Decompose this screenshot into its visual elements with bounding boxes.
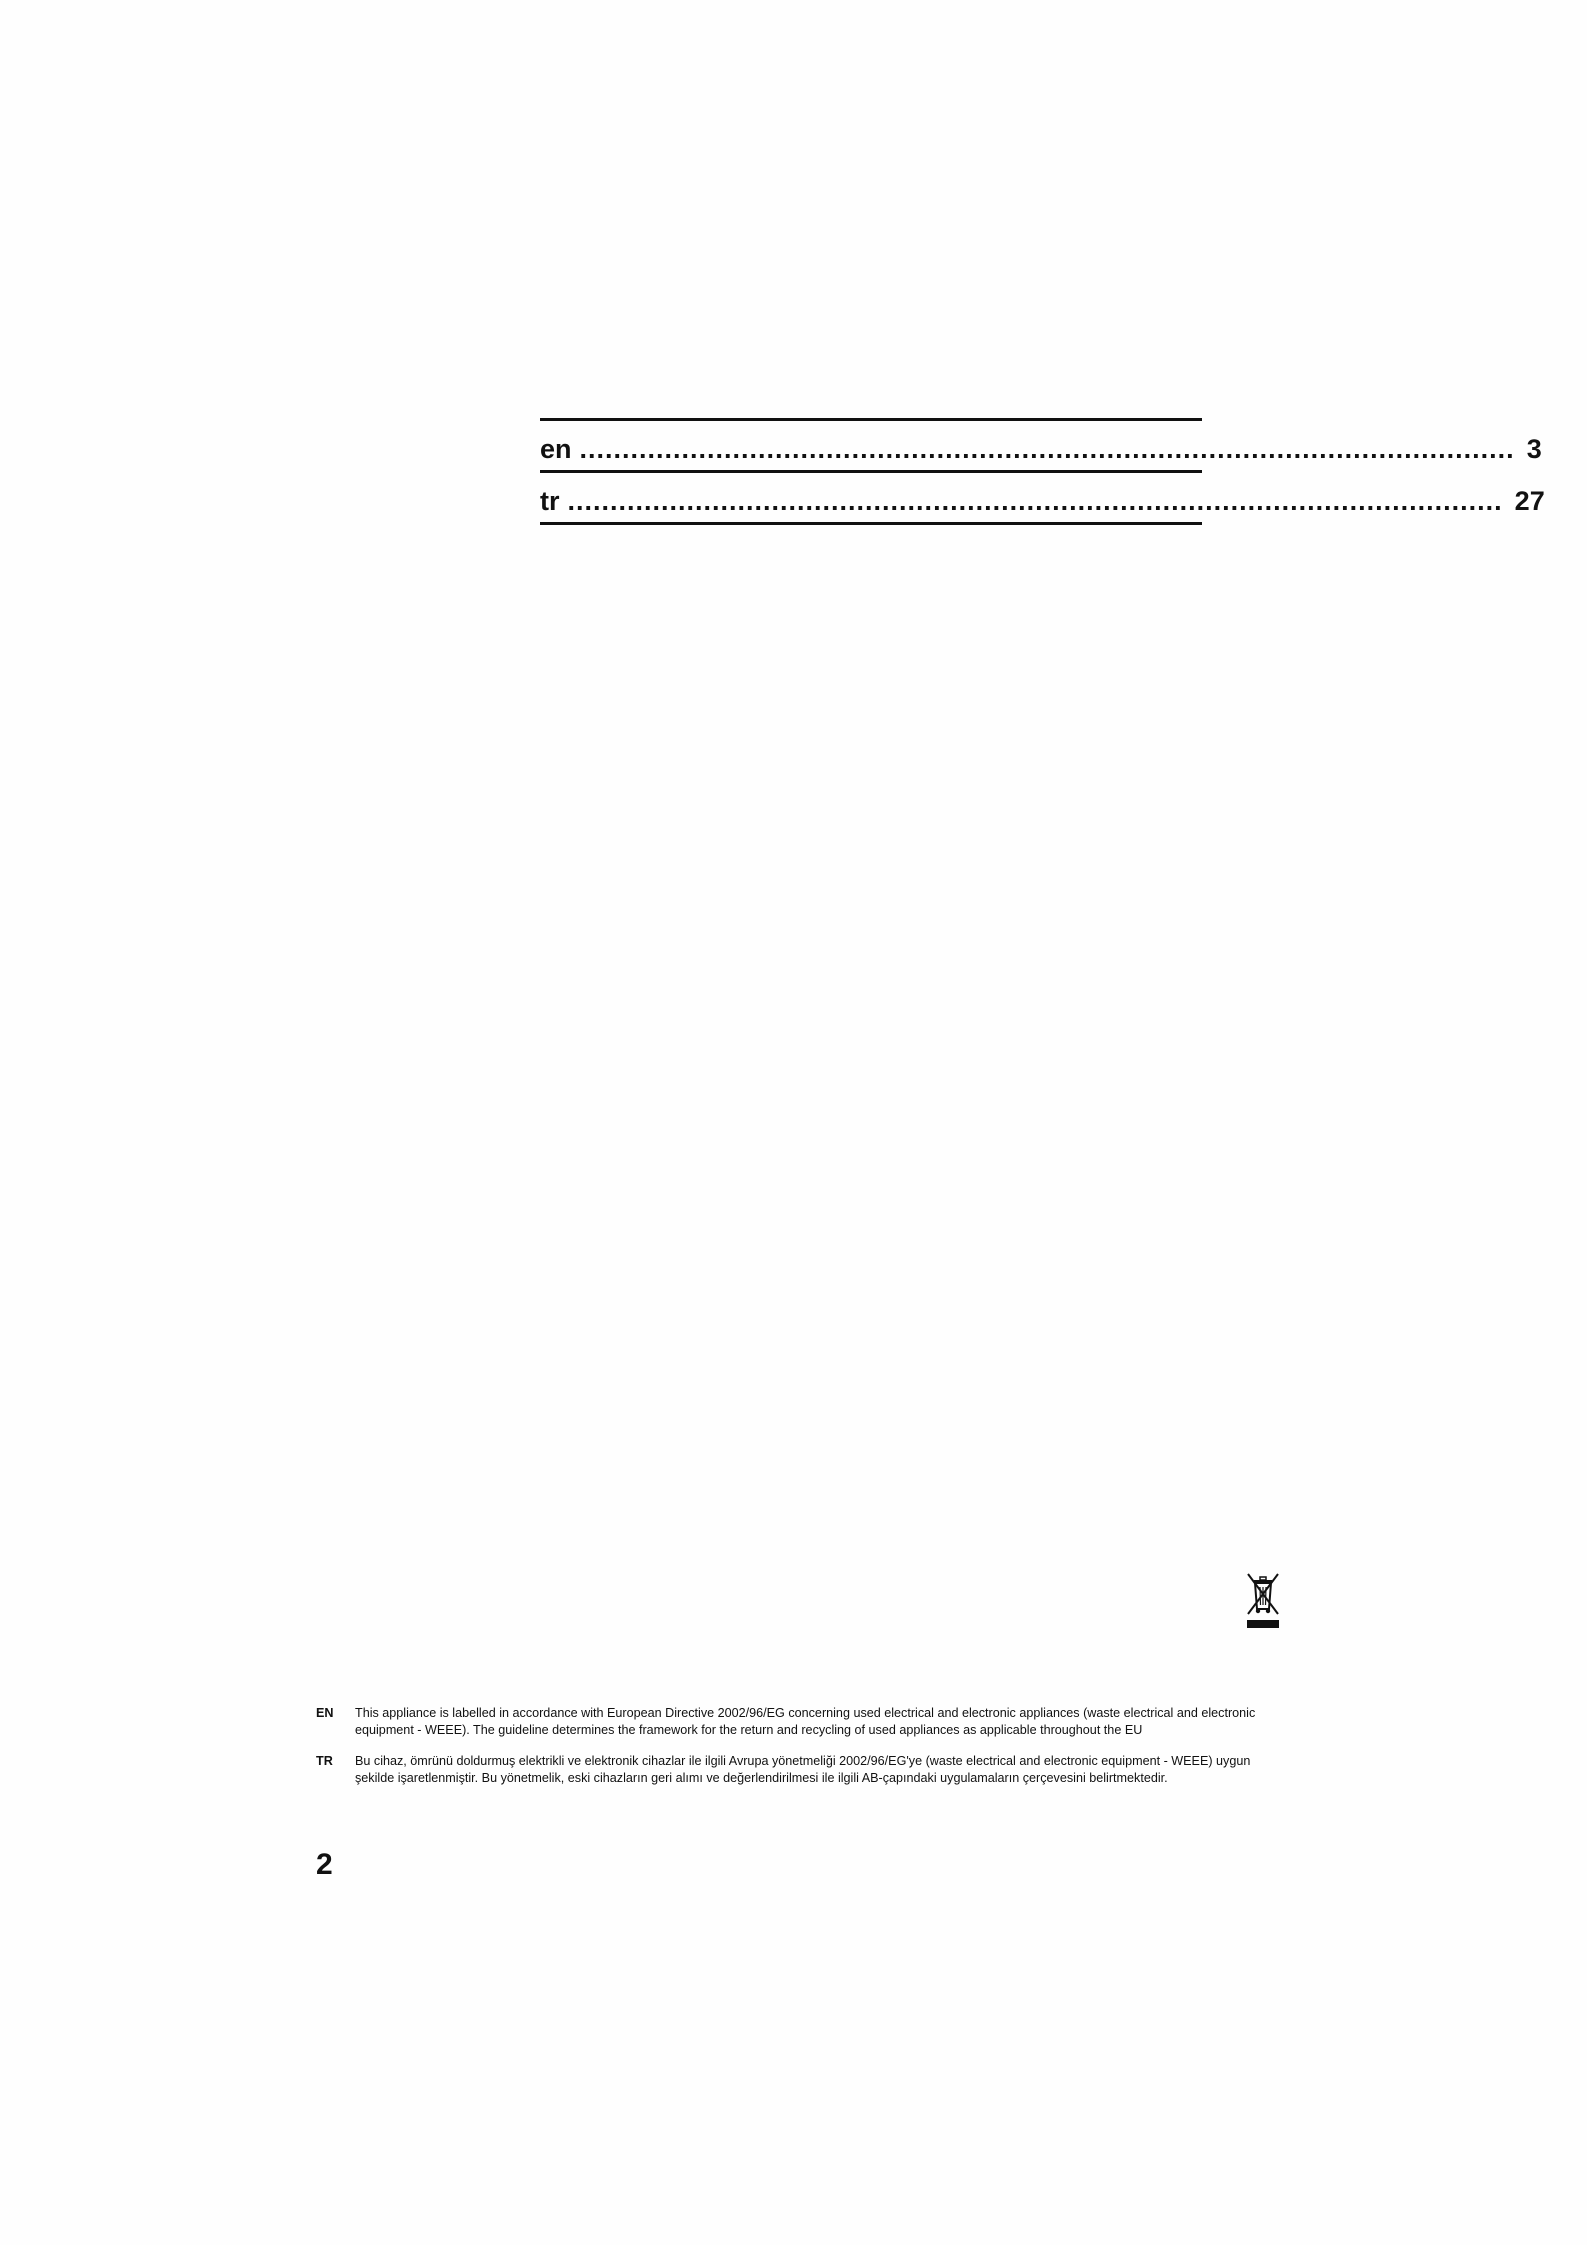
notice-language-code: TR — [316, 1754, 333, 1768]
notice-tr — [316, 1753, 1276, 1787]
notice-en — [316, 1705, 1276, 1739]
toc-entry-tr[interactable] — [540, 473, 1545, 525]
notice-language-code: EN — [316, 1706, 334, 1720]
toc-dot-leader: .............................................................................................................. — [567, 486, 1503, 516]
toc-dot-leader: .............................................................................................................. — [579, 434, 1515, 464]
page-number: 2 — [316, 1848, 333, 1881]
crossed-out-wheelie-bin-icon — [1245, 1571, 1281, 1629]
table-of-contents — [540, 418, 1545, 525]
notice-text: Bu cihaz, ömrünü doldurmuş elektrikli ve elektronik cihazlar ile ilgili Avrupa yönetmeliği 2002/96/EG'ye (waste electrical and electronic equipment - WEEE) uygun şekilde işaretlenmiştir. Bu yönetmelik, eski cihazların geri alımı ve değerlendirilmesi ile ilgili AB-çapındaki uygulamaların çerçevesini belirtmektedir. — [355, 1754, 1251, 1785]
weee-notice — [316, 1705, 1276, 1801]
toc-page-number: 27 — [1514, 486, 1545, 516]
toc-entry-en[interactable] — [540, 421, 1542, 473]
notice-text: This appliance is labelled in accordance with European Directive 2002/96/EG concerning used electrical and electronic appliances (waste electrical and electronic equipment - WEEE). The guideline determines the framework for the return and recycling of used appliances as applicable throughout the EU — [355, 1706, 1256, 1737]
toc-language-code: tr — [540, 486, 560, 516]
toc-language-code: en — [540, 434, 572, 464]
toc-page-number: 3 — [1526, 434, 1542, 464]
